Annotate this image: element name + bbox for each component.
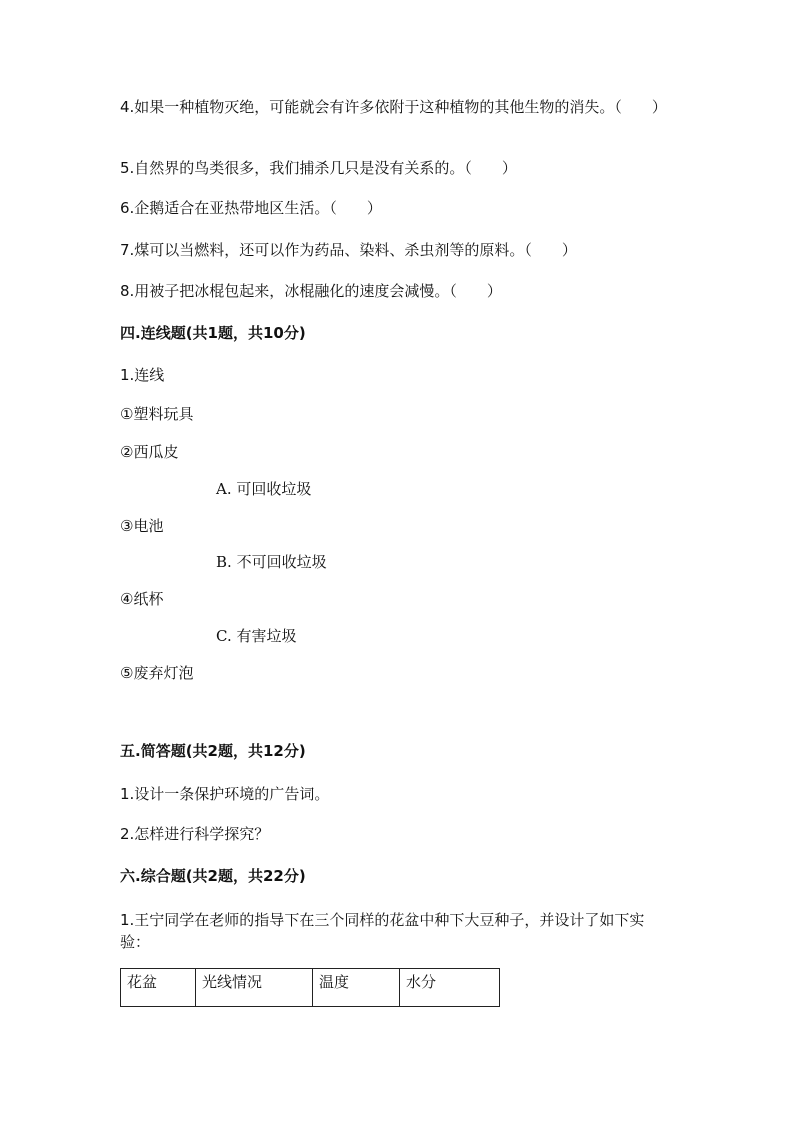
- judgment-item-7: 7.煤可以当燃料，还可以作为药品、染料、杀虫剂等的原料。（ ）: [120, 241, 577, 259]
- matching-left-item: ③电池: [120, 517, 164, 535]
- option-letter: A.: [216, 480, 232, 498]
- table-header-cell: 温度: [313, 969, 400, 1007]
- matching-left-item: ⑤废弃灯泡: [120, 664, 194, 682]
- table-header-cell: 水分: [400, 969, 500, 1007]
- section-heading-matching: 四.连线题(共1题，共10分): [120, 324, 306, 342]
- short-answer-question-1: 1.设计一条保护环境的广告词。: [120, 785, 330, 803]
- judgment-item-8: 8.用被子把冰棍包起来，冰棍融化的速度会减慢。（ ）: [120, 282, 502, 300]
- section-heading-comprehensive: 六.综合题(共2题，共22分): [120, 867, 306, 885]
- table-header-cell: 花盆: [121, 969, 196, 1007]
- matching-right-item: [216, 552, 327, 572]
- matching-question: 1.连线: [120, 366, 165, 384]
- comprehensive-question-1: 1.王宁同学在老师的指导下在三个同样的花盆中种下大豆种子，并设计了如下实验：: [120, 911, 645, 951]
- short-answer-question-2: 2.怎样进行科学探究？: [120, 825, 270, 843]
- matching-left-item: ①塑料玩具: [120, 405, 194, 423]
- matching-right-item: [216, 479, 311, 499]
- option-text: 有害垃圾: [236, 627, 297, 645]
- table-row: [121, 969, 500, 1007]
- section-heading-short-answer: 五.简答题(共2题，共12分): [120, 742, 306, 760]
- option-letter: C.: [216, 627, 232, 645]
- judgment-item-5: 5.自然界的鸟类很多，我们捕杀几只是没有关系的。（ ）: [120, 159, 517, 177]
- experiment-table: [120, 968, 500, 1007]
- option-text: 不可回收垃圾: [236, 553, 327, 571]
- option-text: 可回收垃圾: [236, 480, 312, 498]
- matching-right-item: [216, 626, 297, 646]
- judgment-item-4: 4.如果一种植物灭绝，可能就会有许多依附于这种植物的其他生物的消失。（ ）: [120, 98, 667, 116]
- option-letter: B.: [216, 553, 232, 571]
- matching-left-item: ②西瓜皮: [120, 443, 179, 461]
- judgment-item-6: 6.企鹅适合在亚热带地区生活。（ ）: [120, 199, 382, 217]
- matching-left-item: ④纸杯: [120, 590, 164, 608]
- table-header-cell: 光线情况: [196, 969, 313, 1007]
